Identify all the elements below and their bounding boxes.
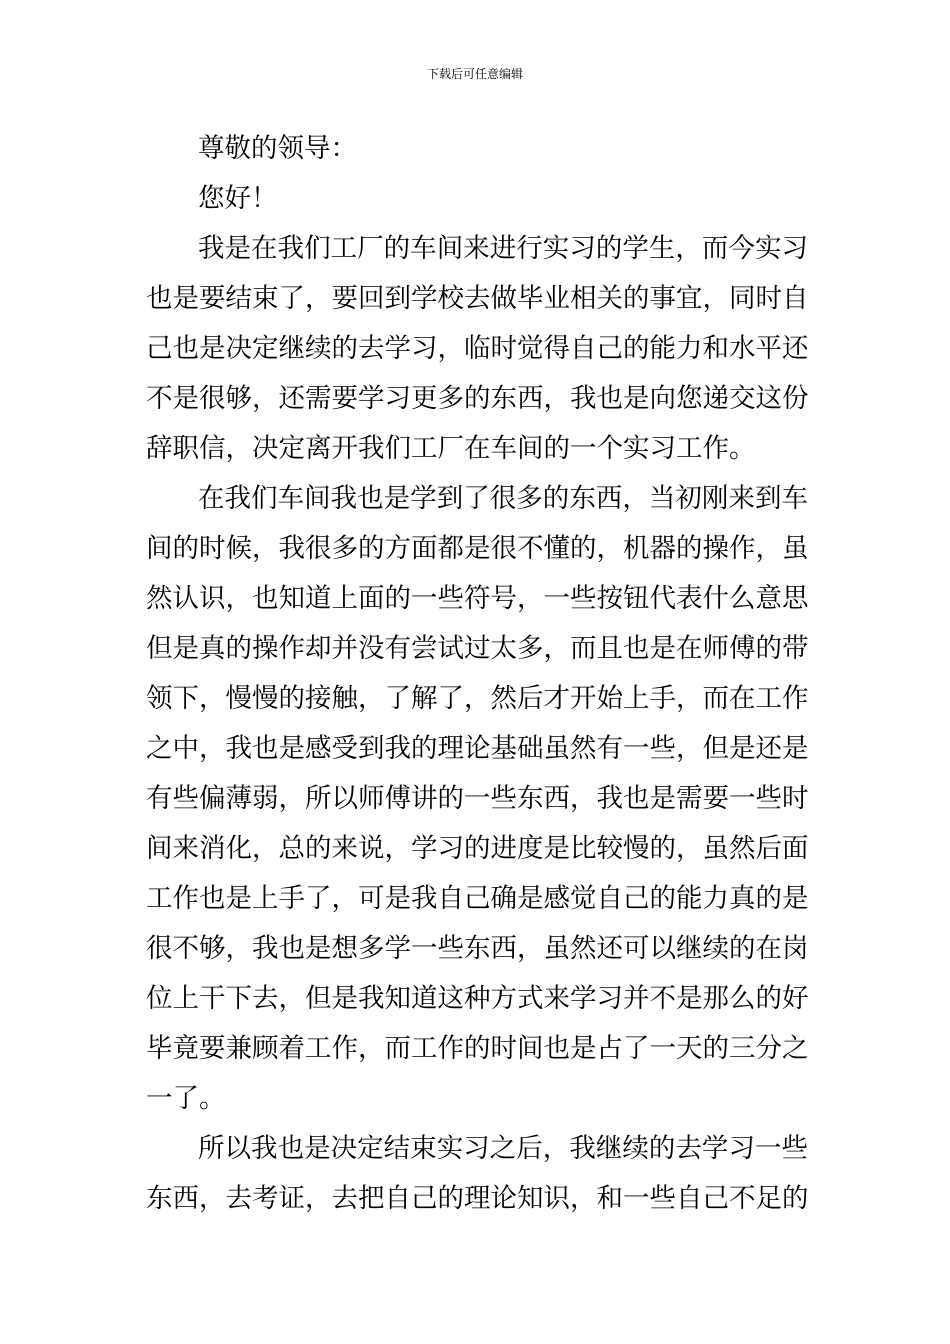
body-line: 在我们车间我也是学到了很多的东西，当初刚来到车 <box>198 483 808 514</box>
body-line: 毕竟要兼顾着工作，而工作的时间也是占了一天的三分之 <box>146 1033 809 1064</box>
page-header: 下载后可任意编辑 <box>426 67 523 81</box>
body-line: 东西，去考证，去把自己的理论知识，和一些自己不足的 <box>146 1183 809 1214</box>
body-line: 但是真的操作却并没有尝试过太多，而且也是在师傅的带 <box>146 633 809 664</box>
body-line: 己也是决定继续的去学习，临时觉得自己的能力和水平还 <box>146 333 809 364</box>
body-line: 也是要结束了，要回到学校去做毕业相关的事宜，同时自 <box>146 283 809 314</box>
body-line: 然认识，也知道上面的一些符号，一些按钮代表什么意思 <box>146 583 809 614</box>
body-line: 间来消化，总的来说，学习的进度是比较慢的，虽然后面 <box>146 833 809 864</box>
body-line: 我是在我们工厂的车间来进行实习的学生，而今实习 <box>198 233 808 264</box>
body-line: 领下，慢慢的接触，了解了，然后才开始上手，而在工作 <box>146 683 809 714</box>
body-line: 之中，我也是感受到我的理论基础虽然有一些，但是还是 <box>146 733 809 764</box>
body-line: 所以我也是决定结束实习之后，我继续的去学习一些 <box>198 1133 808 1164</box>
body-line: 位上干下去，但是我知道这种方式来学习并不是那么的好 <box>146 983 809 1014</box>
body-line: 辞职信，决定离开我们工厂在车间的一个实习工作。 <box>146 433 756 464</box>
greeting: 您好！ <box>198 183 278 214</box>
body-line: 不是很够，还需要学习更多的东西，我也是向您递交这份 <box>146 383 809 414</box>
body-line: 有些偏薄弱，所以师傅讲的一些东西，我也是需要一些时 <box>146 783 809 814</box>
body-line: 很不够，我也是想多学一些东西，虽然还可以继续的在岗 <box>146 933 809 964</box>
body-line: 一了。 <box>146 1083 226 1114</box>
salutation: 尊敬的领导： <box>198 133 357 164</box>
body-line: 间的时候，我很多的方面都是很不懂的，机器的操作，虽 <box>146 533 809 564</box>
body-line: 工作也是上手了，可是我自己确是感觉自己的能力真的是 <box>146 883 809 914</box>
